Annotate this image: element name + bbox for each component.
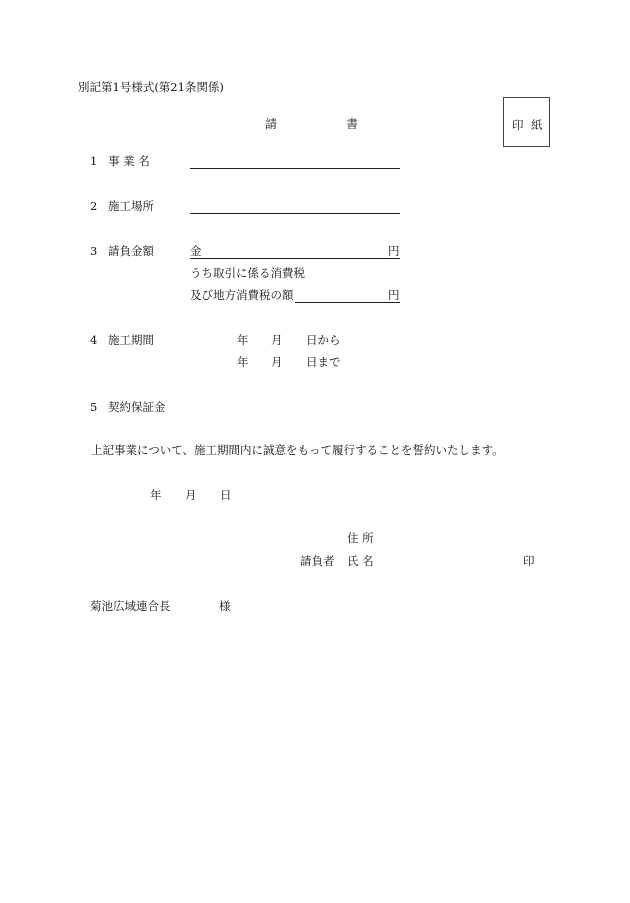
item-4-label: 施工期間 — [108, 333, 154, 347]
item-5-number: 5 — [90, 400, 98, 414]
period-end-day: 日まで — [306, 355, 341, 369]
date-day: 日 — [220, 488, 232, 502]
revenue-stamp-box — [503, 97, 550, 147]
period-start-day: 日から — [306, 333, 341, 347]
period-end-year: 年 — [237, 355, 249, 369]
project-name-field[interactable] — [190, 168, 400, 169]
period-end-month: 月 — [271, 355, 283, 369]
item-5-label: 契約保証金 — [108, 400, 166, 414]
period-start-year: 年 — [237, 333, 249, 347]
item-2-label: 施工場所 — [108, 199, 154, 213]
tax-label-line-1: うち取引に係る消費税 — [190, 266, 305, 280]
address-label: 住 所 — [347, 531, 374, 545]
date-month: 月 — [185, 488, 197, 502]
form-reference: 別記第1号様式(第21条関係) — [78, 80, 224, 94]
pledge-text: 上記事業について、施工期間内に誠意をもって履行することを誓約いたします。 — [91, 443, 504, 457]
item-1-number: 1 — [90, 154, 98, 168]
title-char-2: 書 — [346, 117, 359, 131]
contractor-role-label: 請負者 — [300, 554, 335, 568]
amount-unit: 円 — [388, 244, 400, 258]
item-3-number: 3 — [90, 244, 98, 258]
addressee-honorific: 様 — [219, 599, 231, 613]
tax-unit: 円 — [388, 288, 400, 302]
stamp-char-2: 紙 — [531, 118, 543, 132]
tax-label-line-2: 及び地方消費税の額 — [190, 288, 294, 302]
addressee-name: 菊池広域連合長 — [90, 599, 171, 613]
tax-amount-field[interactable] — [295, 302, 400, 303]
name-label: 氏 名 — [347, 554, 374, 568]
amount-prefix: 金 — [190, 244, 202, 258]
title-char-1: 請 — [265, 117, 278, 131]
stamp-char-1: 印 — [512, 118, 524, 132]
date-year: 年 — [150, 488, 162, 502]
period-start-month: 月 — [271, 333, 283, 347]
item-3-label: 請負金額 — [108, 244, 154, 258]
item-4-number: 4 — [90, 333, 98, 347]
seal-mark: 印 — [523, 554, 535, 568]
contract-amount-field[interactable] — [190, 258, 400, 259]
site-field[interactable] — [190, 213, 400, 214]
item-2-number: 2 — [90, 199, 98, 213]
item-1-label: 事 業 名 — [108, 154, 150, 168]
